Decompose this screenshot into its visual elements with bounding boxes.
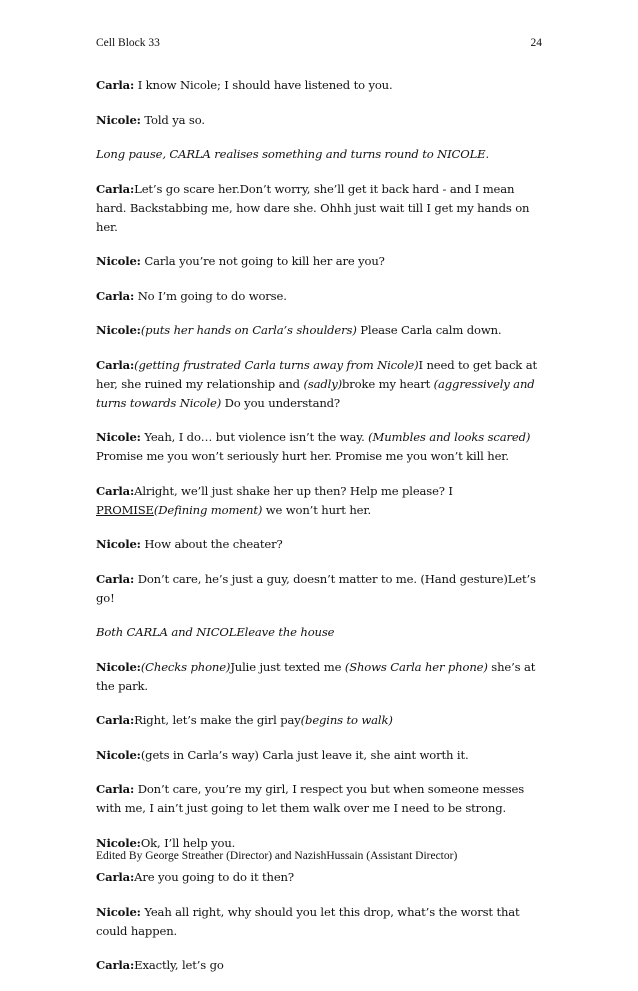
dialogue-text: Do you understand? (221, 395, 340, 410)
dialogue-text: Exactly, let’s go (134, 958, 224, 972)
dialogue-text: I need to get back at her, she ruined my relationship and (96, 357, 537, 391)
speaker-name: Carla: (96, 181, 135, 196)
dialogue-text: Alright, we’ll just shake her up then? Help me please? I (134, 483, 453, 498)
emphasis-text: PROMISE (96, 502, 154, 517)
speaker-name: Carla: (96, 483, 135, 498)
dialogue-text: Yeah, I do… but violence isn’t the way. (140, 430, 369, 444)
dialogue-text: Right, let’s make the girl pay (134, 713, 301, 727)
script-line (96, 145, 542, 164)
speaker-name: Carla: (96, 958, 135, 972)
speaker-name: Nicole: (96, 254, 141, 268)
speaker-name: Nicole: (96, 659, 141, 674)
script-line (96, 746, 542, 765)
script-line (96, 180, 542, 237)
script-line (96, 321, 542, 340)
dialogue-text: Told ya so. (140, 112, 205, 127)
speaker-name: Carla: (96, 78, 135, 92)
dialogue-text: Please Carla calm down. (356, 323, 502, 337)
speaker-name: Nicole: (96, 904, 141, 919)
script-line (96, 780, 542, 818)
script-line (96, 956, 542, 975)
script-line (96, 287, 542, 306)
script-line (96, 903, 542, 941)
dialogue-text: Promise me you won’t seriously hurt her. Promise me you won’t kill her. (96, 449, 509, 463)
page-number: 24 (530, 37, 542, 49)
dialogue-text: (gets in Carla’s way) Carla just leave it, she aint worth it. (140, 747, 469, 762)
document-title: Cell Block 33 (96, 37, 160, 49)
speaker-name: Carla: (96, 870, 135, 884)
speaker-name: Nicole: (96, 537, 141, 551)
stage-direction: (Mumbles and looks scared) (368, 430, 531, 444)
stage-direction: (Checks phone) (140, 659, 231, 674)
speaker-name: Carla: (96, 288, 135, 303)
stage-direction: (Defining moment) (153, 502, 263, 517)
script-line (96, 711, 542, 730)
script-line (96, 428, 542, 466)
stage-direction: Long pause, CARLA realises something and turns round to NICOLE. (96, 147, 489, 161)
dialogue-text: she’s at the park. (96, 659, 536, 693)
dialogue-text: broke my heart (342, 376, 434, 391)
speaker-name: Nicole: (96, 323, 141, 337)
stage-direction: (Shows Carla her phone) (344, 659, 488, 674)
speaker-name: Nicole: (96, 835, 141, 850)
page-footer: Edited By George Streather (Director) and NazishHussain (Assistant Director) (96, 850, 458, 862)
stage-direction: Both CARLA and NICOLEleave the house (96, 625, 335, 639)
dialogue-text: we won’t hurt her. (262, 502, 372, 517)
script-line (96, 868, 542, 887)
script-line (96, 658, 542, 696)
stage-direction: (aggressively and turns towards Nicole) (96, 376, 535, 410)
dialogue-text: No I’m going to do worse. (134, 288, 287, 303)
speaker-name: Nicole: (96, 430, 141, 444)
speaker-name: Carla: (96, 782, 135, 796)
script-line (96, 76, 542, 95)
speaker-name: Carla: (96, 357, 135, 372)
speaker-name: Nicole: (96, 112, 141, 127)
page-header (96, 37, 542, 53)
stage-direction: (begins to walk) (300, 713, 393, 727)
script-line (96, 570, 542, 608)
dialogue-text: Don’t care, he’s just a guy, doesn’t matter to me. (Hand gesture)Let’s go! (96, 571, 536, 605)
dialogue-text: Carla you’re not going to kill her are you? (140, 254, 385, 268)
speaker-name: Nicole: (96, 747, 141, 762)
dialogue-text: Ok, I’ll help you. (140, 835, 236, 850)
dialogue-text: Let’s go scare her.Don’t worry, she’ll get it back hard - and I mean hard. Backstabbing me, how dare she. Ohhh just wait till I get my hands on her. (96, 181, 530, 234)
dialogue-text: Don’t care, you’re my girl, I respect you but when someone messes with me, I ain’t just going to let them walk over me I need to be strong. (96, 782, 525, 815)
stage-direction: (getting frustrated Carla turns away from Nicole) (134, 357, 419, 372)
dialogue-text: Yeah all right, why should you let this drop, what’s the worst that could happen. (96, 904, 520, 938)
stage-direction: (sadly) (303, 376, 343, 391)
script-line (96, 252, 542, 271)
speaker-name: Carla: (96, 713, 135, 727)
script-line (96, 535, 542, 554)
dialogue-text: Are you going to do it then? (134, 870, 294, 884)
dialogue-text: I know Nicole; I should have listened to you. (134, 78, 393, 92)
dialogue-text: How about the cheater? (140, 537, 283, 551)
dialogue-text: Julie just texted me (230, 659, 345, 674)
speaker-name: Carla: (96, 571, 135, 586)
script-line (96, 482, 542, 520)
script-line (96, 111, 542, 130)
script-line (96, 356, 542, 413)
stage-direction: (puts her hands on Carla’s shoulders) (140, 323, 357, 337)
script-line (96, 623, 542, 642)
